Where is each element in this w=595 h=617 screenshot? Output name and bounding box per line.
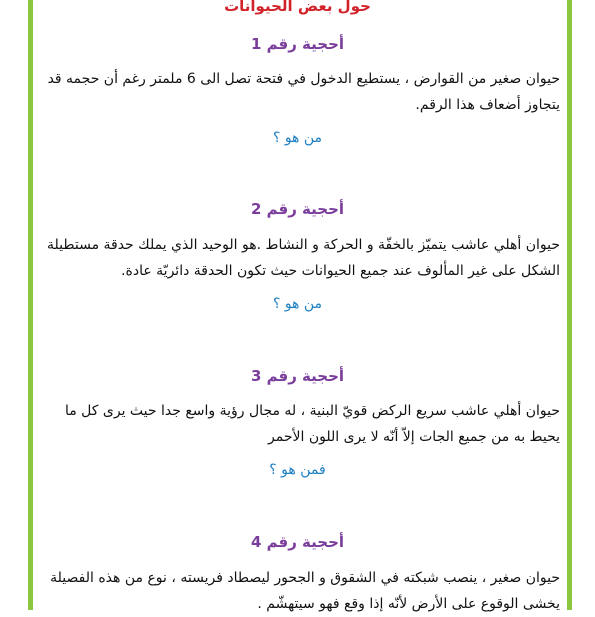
riddle-3-heading: أحجية رقم 3 bbox=[250, 367, 345, 385]
riddle-3-text: حيوان أهلي عاشب سريع الركض قويّ البنية ، له مجال رؤية واسع جدا حيث يرى كل ما يحيط به من جميع الجات إلاّ أنّه لا يرى اللون الأحمر bbox=[64, 403, 560, 445]
riddle-1-question: من هو ؟ bbox=[272, 130, 323, 146]
riddle-3-question: فمن هو ؟ bbox=[269, 462, 326, 478]
riddle-1-text: حيوان صغير من القوارض ، يستطيع الدخول في فتحة تصل الى 6 ملمتر رغم أن حجمه قد يتجاوز أضعاف هذا الرقم. bbox=[47, 71, 560, 113]
riddle-4-heading: أحجية رقم 4 bbox=[250, 533, 345, 551]
riddle-1-heading: أحجية رقم 1 bbox=[250, 35, 345, 53]
riddle-2-heading: أحجية رقم 2 bbox=[250, 200, 345, 218]
riddle-4-text: حيوان صغير ، ينصب شبكته في الشقوق و الجحور ليصطاد فريسته ، نوع من هذه الفصيلة يخشى الوقوع على الأرض لأنّه إذا وقع فهو سيتهشّم . bbox=[50, 570, 560, 612]
page-title: حول بعض الحيوانات bbox=[224, 0, 371, 15]
riddle-2-text: حيوان أهلي عاشب يتميّز بالخفّة و الحركة و النشاط .هو الوحيد الذي يملك حدقة مستطيلة الشكل على غير المألوف عند جميع الحيوانات حيث تكون الحدقة دائريّة عادة. bbox=[47, 237, 560, 279]
riddle-2-question: من هو ؟ bbox=[272, 296, 323, 312]
